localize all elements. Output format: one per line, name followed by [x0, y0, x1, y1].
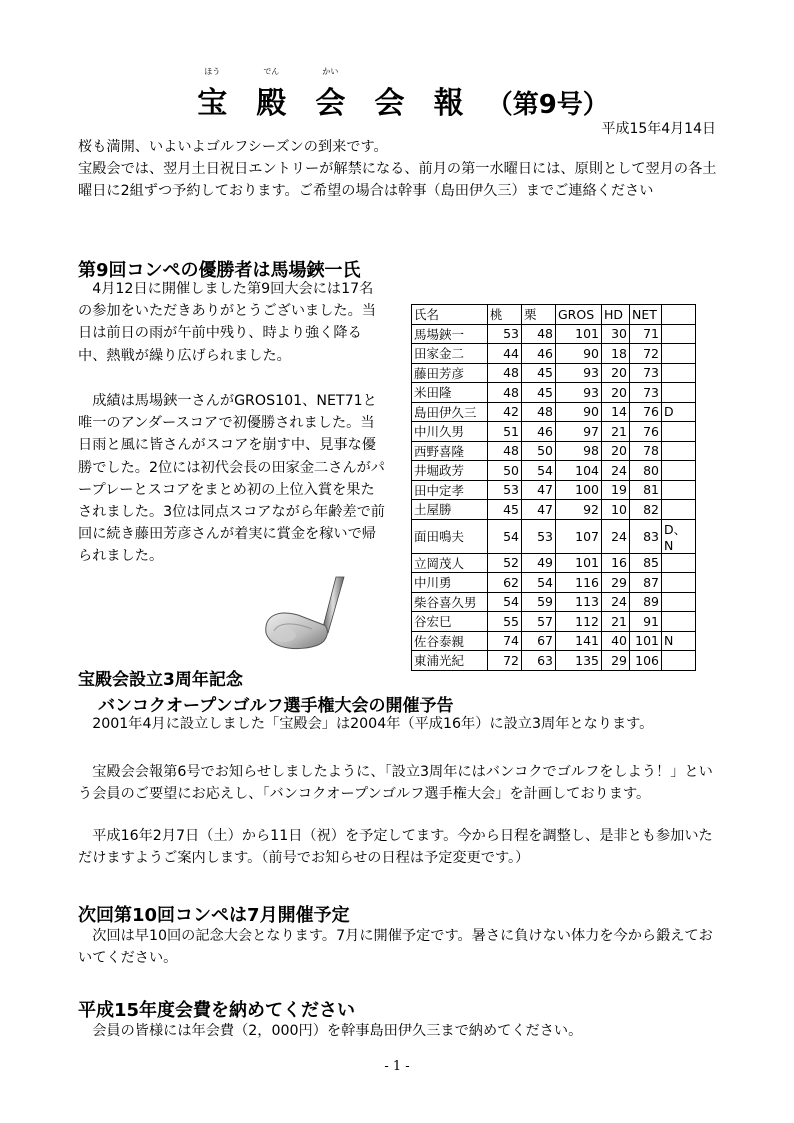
- section-heading-anniversary: 宝殿会設立3周年記念: [78, 670, 243, 690]
- title-char: 報: [433, 86, 464, 121]
- cell-handicap: 30: [602, 324, 630, 344]
- title-char: ほう 宝: [197, 67, 228, 121]
- table-row: [412, 324, 696, 344]
- col-header-name: 氏名: [412, 305, 488, 325]
- next-paragraph: 次回は早10回の記念大会となります。7月に開催予定です。暑さに負けない体力を今から鍛えておいてください。: [78, 928, 713, 966]
- cell-note: [662, 612, 696, 632]
- cell-handicap: 40: [602, 631, 630, 651]
- table-row: [412, 612, 696, 632]
- cell-net-score: 72: [630, 344, 662, 364]
- section-heading-fee: 平成15年度会費を納めてください: [78, 1000, 356, 1021]
- cell-gross-score: 101: [556, 324, 602, 344]
- cell-out-score: 62: [488, 573, 522, 593]
- title-ruby: かい: [322, 67, 339, 76]
- cell-note: D、N: [662, 519, 696, 553]
- cell-net-score: 85: [630, 553, 662, 573]
- cell-net-score: 101: [630, 631, 662, 651]
- cell-out-score: 48: [488, 441, 522, 461]
- cell-gross-score: 98: [556, 441, 602, 461]
- cell-out-score: 52: [488, 553, 522, 573]
- cell-out-score: 54: [488, 592, 522, 612]
- cell-note: [662, 651, 696, 671]
- cell-player-name: 米田隆: [412, 383, 488, 403]
- table-row: [412, 344, 696, 364]
- cell-player-name: 藤田芳彦: [412, 363, 488, 383]
- table-row: [412, 592, 696, 612]
- cell-in-score: 67: [522, 631, 556, 651]
- table-row: [412, 461, 696, 481]
- cell-player-name: 柴谷喜久男: [412, 592, 488, 612]
- cell-net-score: 76: [630, 422, 662, 442]
- title-char: 会: [374, 86, 405, 121]
- cell-handicap: 20: [602, 383, 630, 403]
- table-header-row: [412, 305, 696, 325]
- cell-net-score: 83: [630, 519, 662, 553]
- cell-note: [662, 500, 696, 520]
- table-row: [412, 573, 696, 593]
- cell-net-score: 73: [630, 383, 662, 403]
- cell-out-score: 53: [488, 480, 522, 500]
- cell-handicap: 20: [602, 363, 630, 383]
- winner-paragraph-2: 成績は馬場鋏一さんがGROS101、NET71と唯一のアンダースコアで初優勝されました。当日雨と風に皆さんがスコアを崩す中、見事な優勝でした。2位には初代会長の田家金二さんがパープレーとスコアをまとめ初の上位入賞を果たされました。3位は同点スコアながら年齢差で前回に続き藤田芳彦さんが着実に賞金を稼いで帰られました。: [78, 393, 385, 565]
- cell-in-score: 54: [522, 461, 556, 481]
- cell-net-score: 91: [630, 612, 662, 632]
- table-row: [412, 500, 696, 520]
- table-row: [412, 631, 696, 651]
- cell-gross-score: 112: [556, 612, 602, 632]
- cell-player-name: 中川勇: [412, 573, 488, 593]
- col-header-gros: GROS: [556, 305, 602, 325]
- cell-note: D: [662, 402, 696, 422]
- cell-note: [662, 344, 696, 364]
- cell-gross-score: 93: [556, 383, 602, 403]
- cell-player-name: 井堀政芳: [412, 461, 488, 481]
- cell-out-score: 55: [488, 612, 522, 632]
- cell-gross-score: 104: [556, 461, 602, 481]
- cell-in-score: 59: [522, 592, 556, 612]
- cell-net-score: 71: [630, 324, 662, 344]
- table-row: [412, 402, 696, 422]
- cell-player-name: 面田鳴夫: [412, 519, 488, 553]
- cell-note: [662, 592, 696, 612]
- cell-note: [662, 461, 696, 481]
- cell-note: [662, 553, 696, 573]
- cell-gross-score: 101: [556, 553, 602, 573]
- cell-player-name: 田家金二: [412, 344, 488, 364]
- cell-player-name: 馬場鋏一: [412, 324, 488, 344]
- cell-in-score: 47: [522, 480, 556, 500]
- cell-handicap: 29: [602, 651, 630, 671]
- cell-player-name: 立岡茂人: [412, 553, 488, 573]
- col-header-out: 桃: [488, 305, 522, 325]
- section-heading-next: 次回第10回コンペは7月開催予定: [78, 905, 350, 926]
- cell-in-score: 49: [522, 553, 556, 573]
- cell-handicap: 24: [602, 592, 630, 612]
- col-header-hd: HD: [602, 305, 630, 325]
- cell-net-score: 106: [630, 651, 662, 671]
- winner-paragraph-1: 4月12日に開催しました第9回大会には17名の参加をいただきありがとうございました。当日は前日の雨が午前中残り、時より強く降る中、熱戦が繰り広げられました。: [78, 281, 376, 364]
- cell-gross-score: 135: [556, 651, 602, 671]
- cell-in-score: 50: [522, 441, 556, 461]
- cell-player-name: 佐谷泰親: [412, 631, 488, 651]
- table-row: [412, 441, 696, 461]
- cell-note: [662, 363, 696, 383]
- cell-player-name: 谷宏巳: [412, 612, 488, 632]
- cell-player-name: 土屋勝: [412, 500, 488, 520]
- cell-handicap: 16: [602, 553, 630, 573]
- col-header-net: NET: [630, 305, 662, 325]
- golf-iron-club-icon: [258, 575, 358, 655]
- fee-paragraph: 会員の皆様には年会費（2，000円）を幹事島田伊久三まで納めてください。: [78, 1023, 583, 1039]
- cell-out-score: 45: [488, 500, 522, 520]
- table-row: [412, 480, 696, 500]
- title-ruby: でん: [263, 67, 280, 76]
- cell-handicap: 10: [602, 500, 630, 520]
- score-table: [411, 304, 696, 671]
- cell-out-score: 42: [488, 402, 522, 422]
- cell-net-score: 73: [630, 363, 662, 383]
- cell-player-name: 東浦光紀: [412, 651, 488, 671]
- cell-note: [662, 573, 696, 593]
- cell-out-score: 51: [488, 422, 522, 442]
- cell-net-score: 76: [630, 402, 662, 422]
- anniversary-paragraph-2: 宝殿会会報第6号でお知らせしましたように、「設立3周年にはバンコクでゴルフをしよう！」という会員のご要望にお応えし、「バンコクオープンゴルフ選手権大会」を計画しております。: [78, 764, 713, 802]
- cell-note: [662, 441, 696, 461]
- cell-gross-score: 90: [556, 402, 602, 422]
- cell-note: [662, 324, 696, 344]
- cell-out-score: 74: [488, 631, 522, 651]
- cell-net-score: 89: [630, 592, 662, 612]
- cell-note: [662, 422, 696, 442]
- cell-out-score: 48: [488, 383, 522, 403]
- col-header-note: [662, 305, 696, 325]
- cell-note: N: [662, 631, 696, 651]
- cell-out-score: 72: [488, 651, 522, 671]
- table-row: [412, 383, 696, 403]
- cell-player-name: 田中定孝: [412, 480, 488, 500]
- col-header-in: 栗: [522, 305, 556, 325]
- title-char: かい 会: [315, 67, 346, 121]
- cell-gross-score: 93: [556, 363, 602, 383]
- title-char: でん 殿: [256, 67, 287, 121]
- cell-handicap: 24: [602, 461, 630, 481]
- cell-gross-score: 116: [556, 573, 602, 593]
- section-heading-winner: 第9回コンペの優勝者は馬場鋏一氏: [78, 260, 361, 281]
- cell-player-name: 西野喜隆: [412, 441, 488, 461]
- cell-handicap: 14: [602, 402, 630, 422]
- cell-handicap: 24: [602, 519, 630, 553]
- cell-in-score: 48: [522, 324, 556, 344]
- cell-gross-score: 92: [556, 500, 602, 520]
- table-row: [412, 553, 696, 573]
- intro-paragraph: 宝殿会では、翌月土日祝日エントリーが解禁になる、前月の第一水曜日には、原則として翌月の各土曜日に2組ずつ予約しております。ご希望の場合は幹事（島田伊久三）までご連絡ください: [78, 161, 717, 199]
- cell-in-score: 46: [522, 344, 556, 364]
- cell-handicap: 21: [602, 422, 630, 442]
- cell-in-score: 63: [522, 651, 556, 671]
- issue-number: （第9号）: [486, 90, 609, 120]
- page-number: - 1 -: [384, 1059, 410, 1074]
- cell-in-score: 45: [522, 363, 556, 383]
- cell-gross-score: 97: [556, 422, 602, 442]
- section-subheading-bangkok: バンコクオープンゴルフ選手権大会の開催予告: [98, 696, 454, 716]
- cell-out-score: 44: [488, 344, 522, 364]
- newsletter-title: [0, 67, 794, 122]
- issue-date: 平成15年4月14日: [601, 121, 716, 137]
- cell-handicap: 18: [602, 344, 630, 364]
- cell-out-score: 53: [488, 324, 522, 344]
- cell-handicap: 21: [602, 612, 630, 632]
- anniversary-paragraph-1: 2001年4月に設立しました「宝殿会」は2004年（平成16年）に設立3周年となります。: [78, 716, 654, 732]
- cell-out-score: 48: [488, 363, 522, 383]
- cell-net-score: 81: [630, 480, 662, 500]
- cell-in-score: 57: [522, 612, 556, 632]
- cell-note: [662, 480, 696, 500]
- cell-handicap: 19: [602, 480, 630, 500]
- cell-out-score: 50: [488, 461, 522, 481]
- cell-handicap: 29: [602, 573, 630, 593]
- cell-in-score: 53: [522, 519, 556, 553]
- cell-player-name: 中川久男: [412, 422, 488, 442]
- cell-gross-score: 113: [556, 592, 602, 612]
- cell-in-score: 46: [522, 422, 556, 442]
- cell-player-name: 島田伊久三: [412, 402, 488, 422]
- cell-net-score: 87: [630, 573, 662, 593]
- table-row: [412, 651, 696, 671]
- cell-net-score: 82: [630, 500, 662, 520]
- cell-gross-score: 141: [556, 631, 602, 651]
- cell-gross-score: 100: [556, 480, 602, 500]
- cell-net-score: 78: [630, 441, 662, 461]
- intro-line: 桜も満開、いよいよゴルフシーズンの到来です。: [78, 139, 388, 155]
- cell-in-score: 47: [522, 500, 556, 520]
- cell-out-score: 54: [488, 519, 522, 553]
- cell-in-score: 45: [522, 383, 556, 403]
- cell-handicap: 20: [602, 441, 630, 461]
- table-row: [412, 422, 696, 442]
- cell-gross-score: 90: [556, 344, 602, 364]
- cell-net-score: 80: [630, 461, 662, 481]
- table-row: [412, 519, 696, 553]
- cell-note: [662, 383, 696, 403]
- title-ruby: ほう: [204, 67, 221, 76]
- cell-gross-score: 107: [556, 519, 602, 553]
- anniversary-paragraph-3: 平成16年2月7日（土）から11日（祝）を予定してます。今から日程を調整し、是非とも参加いただけますようご案内します。（前号でお知らせの日程は予定変更です。）: [78, 828, 713, 866]
- table-row: [412, 363, 696, 383]
- cell-in-score: 48: [522, 402, 556, 422]
- cell-in-score: 54: [522, 573, 556, 593]
